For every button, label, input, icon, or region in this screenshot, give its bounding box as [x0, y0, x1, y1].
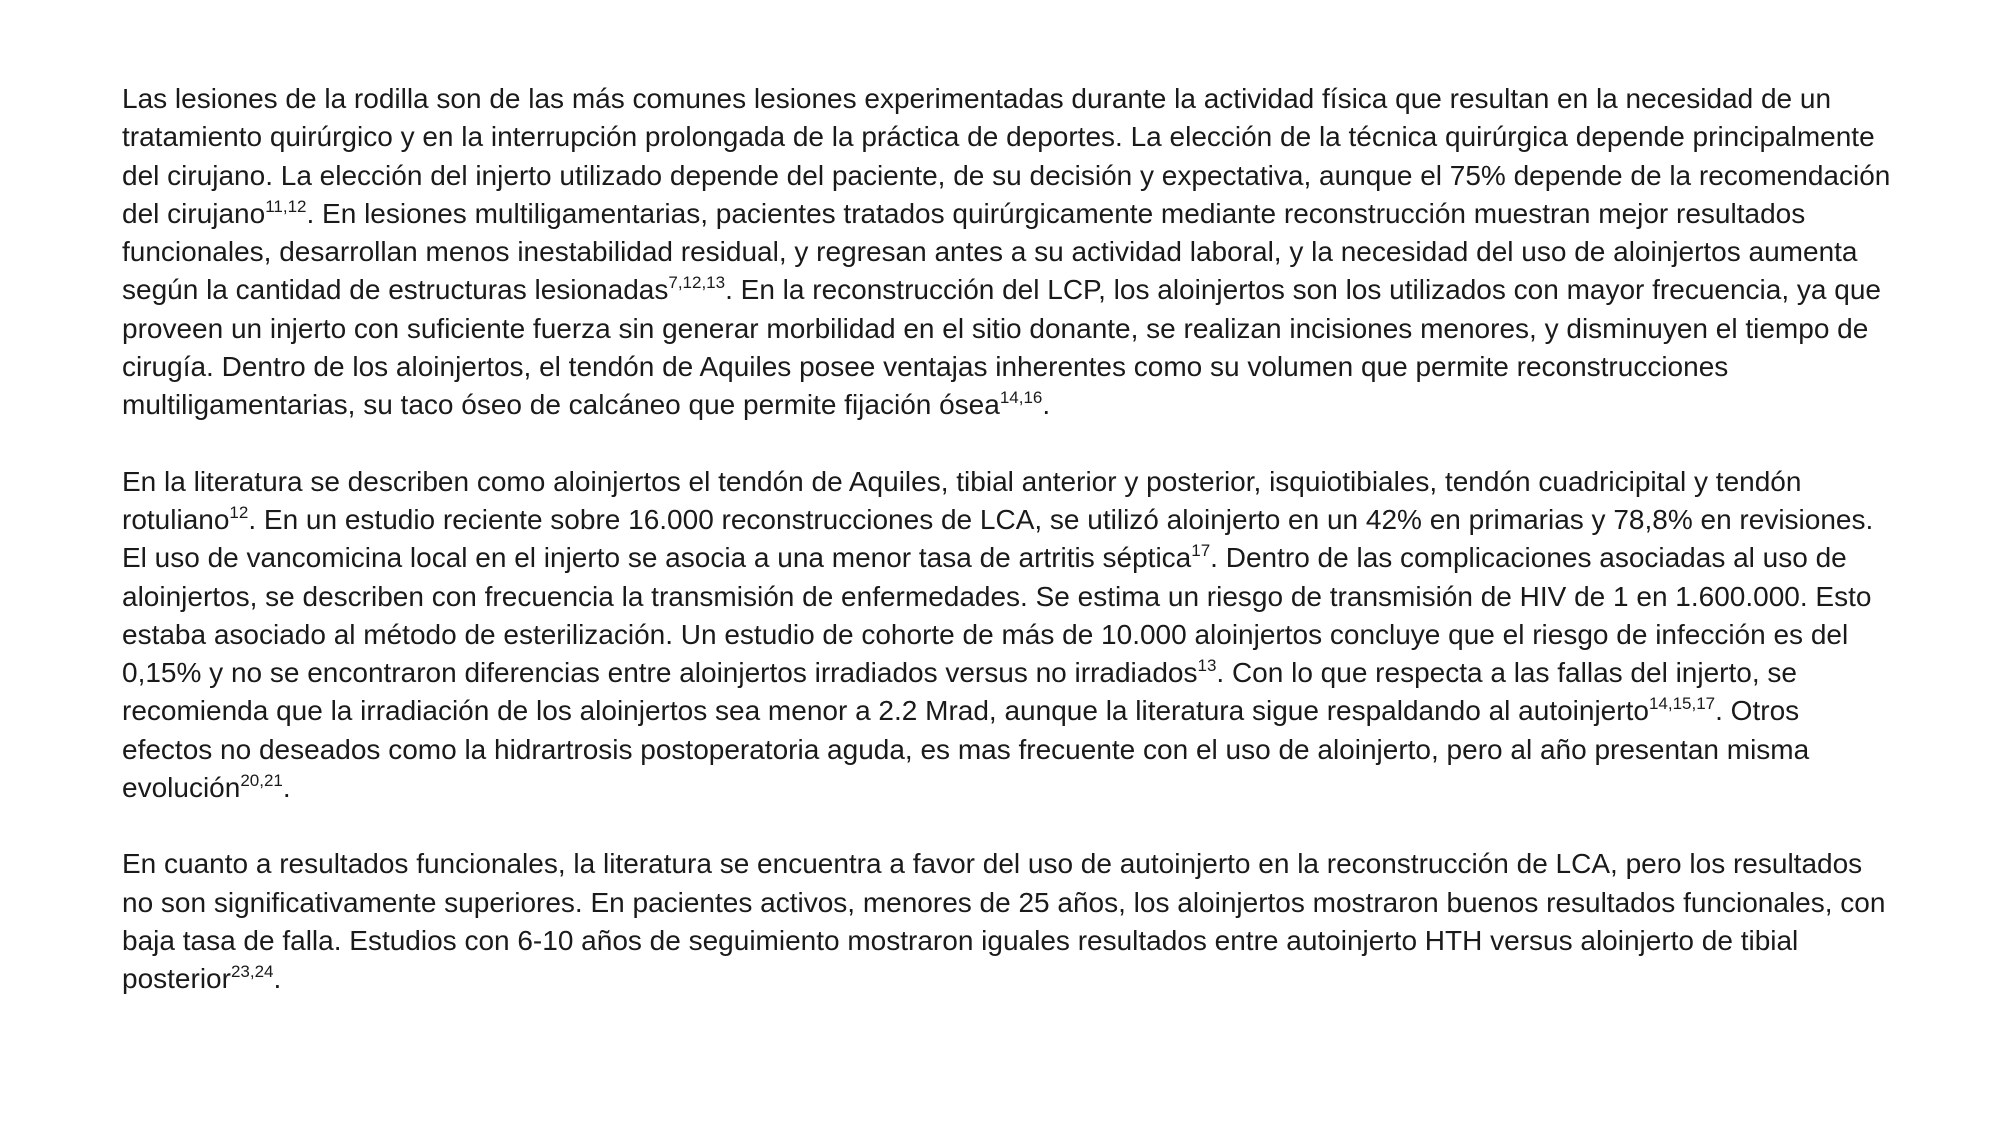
text-run: . En lesiones multiligamentarias, pacientes tratados quirúrgicamente mediante reconstrucción muestran mejor resultados funcionales, desarrollan menos inestabilidad residual, y regresan antes a su actividad laboral, y la necesidad del uso de aloinjertos aumenta según la cantidad de estructuras lesionadas: [122, 197, 1858, 306]
citation: 14,16: [999, 388, 1043, 408]
citation: 7,12,13: [668, 273, 726, 293]
text-run: .: [282, 772, 291, 804]
citation: 17: [1191, 541, 1211, 561]
citation: 20,21: [240, 771, 283, 790]
text-run: . En la reconstrucción del LCP, los aloinjertos son los utilizados con mayor frecuencia, ya que proveen un injerto con suficiente fuerza sin generar morbilidad en el sitio donante, se realizan incisiones menores, y disminuyen el tiempo de cirugía. Dentro de los aloinjertos, el tendón de Aquiles posee ventajas inherentes como su volumen que permite reconstrucciones multiligamentarias, su taco óseo de calcáneo que permite fijación ósea: [122, 274, 1881, 421]
body-text: [122, 80, 1892, 999]
paragraph-1: [122, 80, 1892, 425]
text-run: .: [273, 963, 282, 995]
citation: 14,15,17: [1648, 694, 1716, 714]
text-run: . En un estudio reciente sobre 16.000 reconstrucciones de LCA, se utilizó aloinjerto en un 42% en primarias y 78,8% en revisiones. El uso de vancomicina local en el injerto se asocia a una menor tasa de artritis séptica: [122, 503, 1874, 574]
text-run: En cuanto a resultados funcionales, la literatura se encuentra a favor del uso de autoinjerto en la reconstrucción de LCA, pero los resultados no son significativamente superiores. En pacientes activos, menores de 25 años, los aloinjertos mostraron buenos resultados funcionales, con baja tasa de falla. Estudios con 6-10 años de seguimiento mostraron iguales resultados entre autoinjerto HTH versus aloinjerto de tibial posterior: [122, 848, 1886, 995]
text-run: . Otros efectos no deseados como la hidrartrosis postoperatoria aguda, es mas frecuente con el uso de aloinjerto, pero al año presentan misma evolución: [122, 695, 1810, 804]
citation: 13: [1197, 656, 1217, 676]
citation: 12: [229, 502, 249, 522]
paragraph-3: [122, 845, 1892, 998]
paragraph-2: [122, 463, 1892, 808]
text-run: Las lesiones de la rodilla son de las más comunes lesiones experimentadas durante la actividad física que resultan en la necesidad de un tratamiento quirúrgico y en la interrupción prolongada de la práctica de deportes. La elección de la técnica quirúrgica depende principalmente del cirujano. La elección del injerto utilizado depende del paciente, de su decisión y expectativa, aunque el 75% depende de la recomendación del cirujano: [122, 83, 1891, 229]
text-run: . Dentro de las complicaciones asociadas al uso de aloinjertos, se describen con frecuencia la transmisión de enfermedades. Se estima un riesgo de transmisión de HIV de 1 en 1.600.000. Esto estaba asociado al método de esterilización. Un estudio de cohorte de más de 10.000 aloinjertos concluye que el riesgo de infección es del 0,15% y no se encontraron diferencias entre aloinjertos irradiados versus no irradiados: [122, 542, 1872, 689]
citation: 11,12: [265, 196, 307, 216]
citation: 23,24: [230, 962, 274, 982]
text-run: En la literatura se describen como aloinjertos el tendón de Aquiles, tibial anterior y posterior, isquiotibiales, tendón cuadricipital y tendón rotuliano: [122, 465, 1802, 535]
text-run: .: [1042, 389, 1051, 421]
text-run: . Con lo que respecta a las fallas del injerto, se recomienda que la irradiación de los aloinjertos sea menor a 2.2 Mrad, aunque la literatura sigue respaldando al autoinjerto: [122, 657, 1797, 727]
